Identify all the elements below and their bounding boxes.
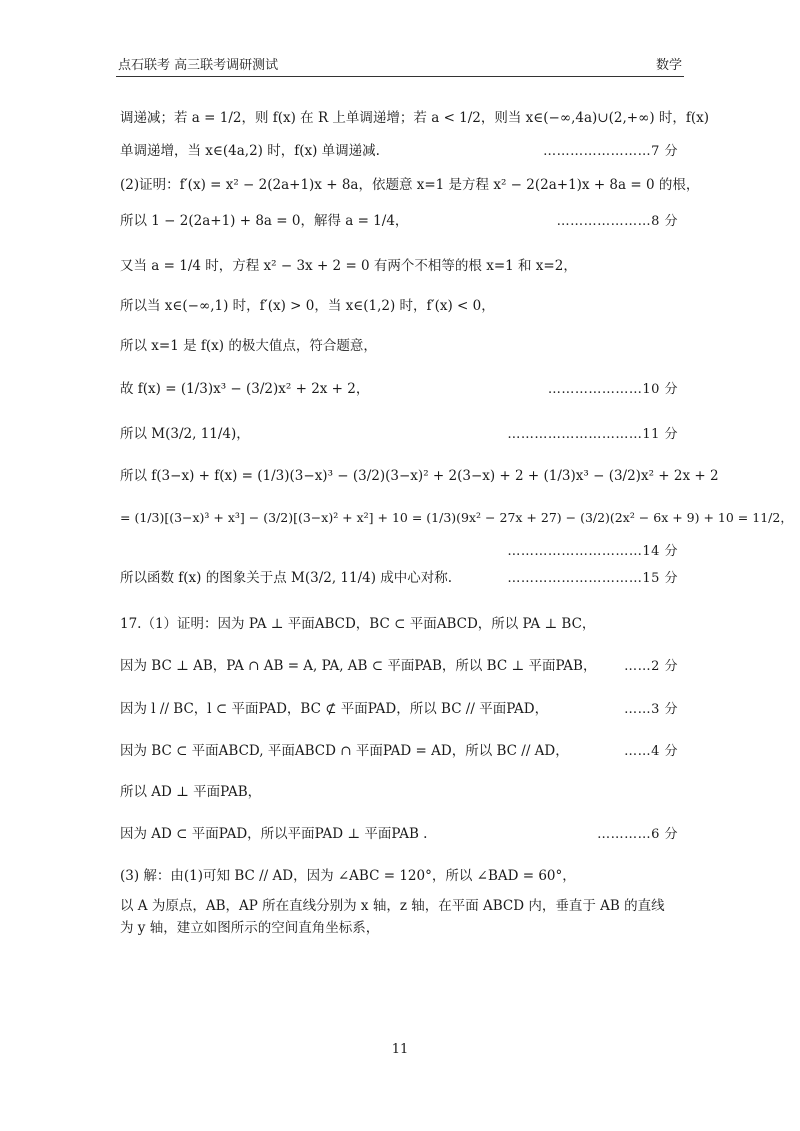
score-mark: ……4 分: [624, 744, 678, 759]
text-line: (3) 解：由(1)可知 BC // AD，因为 ∠ABC = 120°，所以 ∠BAD = 60°，: [120, 868, 576, 884]
score-mark: …………………………11 分: [507, 427, 678, 442]
score-mark: ……2 分: [624, 659, 678, 674]
text-line: 为 y 轴，建立如图所示的空间直角坐标系，: [120, 920, 380, 936]
text-line: 17.（1）证明：因为 PA ⊥ 平面ABCD，BC ⊂ 平面ABCD，所以 PA ⊥ BC，: [120, 616, 596, 632]
score-mark: …………………………15 分: [507, 571, 678, 586]
text-line: 所以 M(3/2, 11/4)，: [120, 426, 250, 442]
header-left: 点石联考 高三联考调研测试: [118, 58, 279, 73]
text-line: = (1/3)[(3−x)³ + x³] − (3/2)[(3−x)² + x²] + 10 = (1/3)(9x² − 27x + 27) − (3/2)(2x² − 6x + 9) + 10 = 11/2，: [120, 510, 793, 525]
text-line: 故 f(x) = (1/3)x³ − (3/2)x² + 2x + 2，: [120, 381, 370, 397]
text-line: 因为 BC ⊂ 平面ABCD, 平面ABCD ∩ 平面PAD = AD，所以 BC // AD，: [120, 743, 569, 759]
header-right: 数学: [655, 58, 682, 73]
text-line: 因为 AD ⊂ 平面PAD，所以平面PAD ⊥ 平面PAB .: [120, 826, 428, 842]
text-line: 所以当 x∈(−∞,1) 时，f′(x) > 0，当 x∈(1,2) 时，f′(x) < 0，: [120, 298, 495, 314]
score-mark: …………6 分: [597, 827, 678, 842]
text-line: 因为 l // BC，l ⊂ 平面PAD，BC ⊄ 平面PAD，所以 BC // 平面PAD，: [120, 701, 549, 717]
header-rule: [116, 76, 684, 77]
score-mark: …………………………14 分: [507, 544, 678, 559]
score-mark: …………………8 分: [556, 214, 678, 229]
text-line: 以 A 为原点，AB，AP 所在直线分别为 x 轴，z 轴，在平面 ABCD 内，垂直于 AB 的直线: [120, 898, 665, 914]
text-line: 又当 a = 1/4 时，方程 x² − 3x + 2 = 0 有两个不相等的根 x=1 和 x=2，: [120, 258, 577, 274]
page-number: 11: [391, 1042, 409, 1057]
text-line: 所以 1 − 2(2a+1) + 8a = 0，解得 a = 1/4，: [120, 213, 409, 229]
text-line: 因为 BC ⊥ AB，PA ∩ AB = A, PA, AB ⊂ 平面PAB，所以 BC ⊥ 平面PAB，: [120, 658, 597, 674]
text-line: 所以 f(3−x) + f(x) = (1/3)(3−x)³ − (3/2)(3−x)² + 2(3−x) + 2 + (1/3)x³ − (3/2)x² + 2x + 2: [120, 468, 719, 484]
text-line: 所以 x=1 是 f(x) 的极大值点，符合题意，: [120, 338, 377, 354]
text-line: (2)证明：f′(x) = x² − 2(2a+1)x + 8a，依题意 x=1 是方程 x² − 2(2a+1)x + 8a = 0 的根，: [120, 177, 700, 193]
score-mark: ……3 分: [624, 702, 678, 717]
score-mark: ……………………7 分: [543, 144, 678, 159]
score-mark: …………………10 分: [547, 382, 678, 397]
text-line: 所以 AD ⊥ 平面PAB，: [120, 784, 262, 800]
text-line: 单调递增，当 x∈(4a,2) 时，f(x) 单调递减.: [120, 143, 380, 159]
text-line: 所以函数 f(x) 的图象关于点 M(3/2, 11/4) 成中心对称.: [120, 570, 453, 586]
text-line: 调递减；若 a = 1/2，则 f(x) 在 R 上单调递增；若 a < 1/2，则当 x∈(−∞,4a)∪(2,+∞) 时，f(x): [120, 110, 710, 126]
